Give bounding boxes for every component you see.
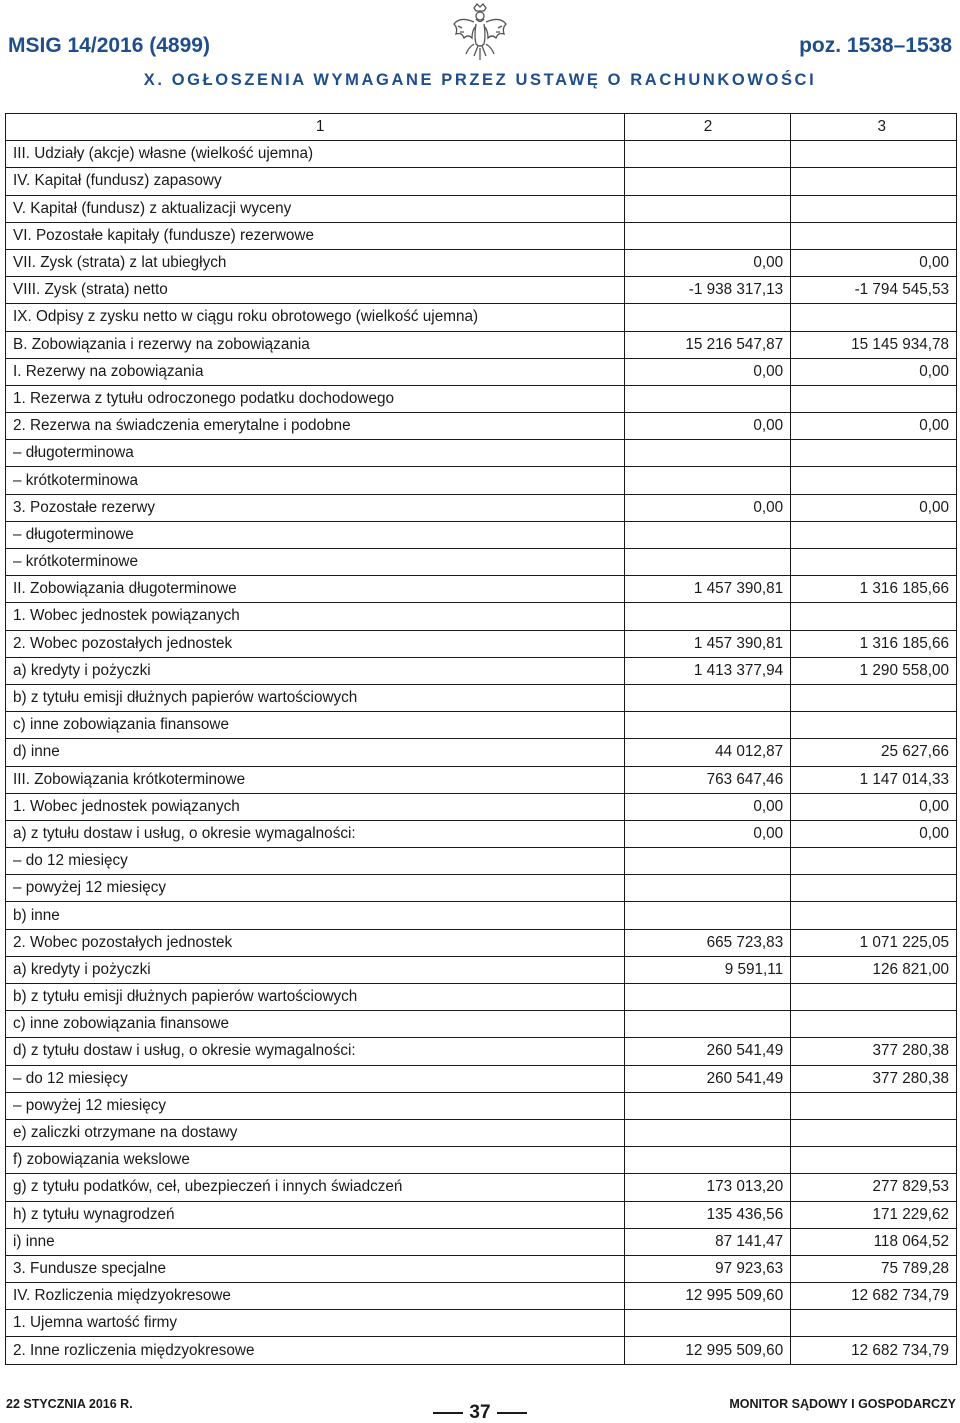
value-col-3 — [791, 848, 957, 875]
value-col-2 — [625, 603, 791, 630]
footer-date: 22 STYCZNIA 2016 R. — [6, 1397, 133, 1411]
value-col-3 — [791, 521, 957, 548]
row-label: – krótkoterminowa — [6, 467, 625, 494]
value-col-2: 260 541,49 — [625, 1038, 791, 1065]
table-row — [6, 603, 957, 630]
page-number-value: 37 — [469, 1402, 491, 1423]
table-row — [6, 739, 957, 766]
row-label: – do 12 miesięcy — [6, 1065, 625, 1092]
value-col-2 — [625, 1119, 791, 1146]
value-col-3: 171 229,62 — [791, 1201, 957, 1228]
table-row — [6, 467, 957, 494]
value-col-3 — [791, 603, 957, 630]
value-col-2: 12 995 509,60 — [625, 1337, 791, 1364]
value-col-2 — [625, 1147, 791, 1174]
value-col-2 — [625, 385, 791, 412]
value-col-2: 87 141,47 — [625, 1228, 791, 1255]
table-row — [6, 1228, 957, 1255]
row-label: – do 12 miesięcy — [6, 848, 625, 875]
value-col-3 — [791, 141, 957, 168]
table-row — [6, 1092, 957, 1119]
row-label: – długoterminowe — [6, 521, 625, 548]
polish-eagle-icon — [450, 2, 510, 64]
row-label: h) z tytułu wynagrodzeń — [6, 1201, 625, 1228]
value-col-2: 0,00 — [625, 820, 791, 847]
value-col-3 — [791, 712, 957, 739]
value-col-3: 1 316 185,66 — [791, 576, 957, 603]
value-col-3 — [791, 222, 957, 249]
row-label: VI. Pozostałe kapitały (fundusze) rezerwowe — [6, 222, 625, 249]
value-col-2: 0,00 — [625, 793, 791, 820]
row-label: V. Kapitał (fundusz) z aktualizacji wyceny — [6, 195, 625, 222]
row-label: b) z tytułu emisji dłużnych papierów wartościowych — [6, 684, 625, 711]
row-label: IX. Odpisy z zysku netto w ciągu roku obrotowego (wielkość ujemna) — [6, 304, 625, 331]
table-row — [6, 277, 957, 304]
value-col-3 — [791, 984, 957, 1011]
value-col-3: 0,00 — [791, 793, 957, 820]
row-label: – długoterminowa — [6, 440, 625, 467]
value-col-3: 0,00 — [791, 820, 957, 847]
row-label: 1. Ujemna wartość firmy — [6, 1310, 625, 1337]
value-col-2: 9 591,11 — [625, 956, 791, 983]
row-label: a) z tytułu dostaw i usług, o okresie wymagalności: — [6, 820, 625, 847]
value-col-3: 0,00 — [791, 358, 957, 385]
value-col-3 — [791, 875, 957, 902]
table-row — [6, 766, 957, 793]
table-header-row — [6, 114, 957, 141]
column-header-3: 3 — [791, 114, 957, 141]
row-label: II. Zobowiązania długoterminowe — [6, 576, 625, 603]
value-col-3 — [791, 195, 957, 222]
value-col-2: 97 923,63 — [625, 1255, 791, 1282]
value-col-2: 0,00 — [625, 494, 791, 521]
table-row — [6, 1011, 957, 1038]
table-row — [6, 385, 957, 412]
row-label: IV. Kapitał (fundusz) zapasowy — [6, 168, 625, 195]
table-row — [6, 902, 957, 929]
table-row — [6, 1119, 957, 1146]
table-row — [6, 358, 957, 385]
table-row — [6, 984, 957, 1011]
row-label: 3. Fundusze specjalne — [6, 1255, 625, 1282]
row-label: a) kredyty i pożyczki — [6, 657, 625, 684]
row-label: – powyżej 12 miesięcy — [6, 875, 625, 902]
table-row — [6, 712, 957, 739]
table-row — [6, 684, 957, 711]
value-col-2 — [625, 1310, 791, 1337]
table-row — [6, 1310, 957, 1337]
value-col-2: 0,00 — [625, 249, 791, 276]
value-col-3: 1 290 558,00 — [791, 657, 957, 684]
table-row — [6, 1283, 957, 1310]
value-col-2: 44 012,87 — [625, 739, 791, 766]
value-col-3 — [791, 1119, 957, 1146]
value-col-2: 0,00 — [625, 358, 791, 385]
value-col-3: 25 627,66 — [791, 739, 957, 766]
table-row — [6, 630, 957, 657]
value-col-3: 15 145 934,78 — [791, 331, 957, 358]
row-label: – powyżej 12 miesięcy — [6, 1092, 625, 1119]
row-label: 2. Rezerwa na świadczenia emerytalne i podobne — [6, 413, 625, 440]
value-col-2 — [625, 1092, 791, 1119]
table-row — [6, 576, 957, 603]
value-col-3 — [791, 1011, 957, 1038]
table-row — [6, 1065, 957, 1092]
table-row — [6, 249, 957, 276]
value-col-2: 0,00 — [625, 413, 791, 440]
value-col-3: 1 071 225,05 — [791, 929, 957, 956]
value-col-2: 12 995 509,60 — [625, 1283, 791, 1310]
table-row — [6, 168, 957, 195]
value-col-3: 1 147 014,33 — [791, 766, 957, 793]
value-col-3 — [791, 684, 957, 711]
table-row — [6, 820, 957, 847]
value-col-3: 377 280,38 — [791, 1038, 957, 1065]
row-label: a) kredyty i pożyczki — [6, 956, 625, 983]
position-label: poz. 1538–1538 — [799, 34, 952, 57]
value-col-3 — [791, 549, 957, 576]
row-label: 2. Wobec pozostałych jednostek — [6, 929, 625, 956]
table-row — [6, 1038, 957, 1065]
table-row — [6, 195, 957, 222]
value-col-3 — [791, 902, 957, 929]
row-label: B. Zobowiązania i rezerwy na zobowiązania — [6, 331, 625, 358]
row-label: 3. Pozostałe rezerwy — [6, 494, 625, 521]
row-label: VIII. Zysk (strata) netto — [6, 277, 625, 304]
value-col-2: 763 647,46 — [625, 766, 791, 793]
column-header-1: 1 — [6, 114, 625, 141]
row-label: d) inne — [6, 739, 625, 766]
dash-right-icon — [497, 1412, 527, 1414]
value-col-2: 1 457 390,81 — [625, 576, 791, 603]
footer-publisher: MONITOR SĄDOWY I GOSPODARCZY — [729, 1397, 956, 1411]
value-col-2: 135 436,56 — [625, 1201, 791, 1228]
value-col-3 — [791, 1092, 957, 1119]
table-row — [6, 1337, 957, 1364]
value-col-2 — [625, 168, 791, 195]
row-label: I. Rezerwy na zobowiązania — [6, 358, 625, 385]
row-label: b) z tytułu emisji dłużnych papierów wartościowych — [6, 984, 625, 1011]
value-col-2 — [625, 467, 791, 494]
value-col-2 — [625, 521, 791, 548]
value-col-3: 0,00 — [791, 494, 957, 521]
value-col-2 — [625, 848, 791, 875]
table-row — [6, 440, 957, 467]
row-label: III. Udziały (akcje) własne (wielkość ujemna) — [6, 141, 625, 168]
row-label: d) z tytułu dostaw i usług, o okresie wymagalności: — [6, 1038, 625, 1065]
table-row — [6, 1255, 957, 1282]
table-row — [6, 657, 957, 684]
value-col-2 — [625, 549, 791, 576]
column-header-2: 2 — [625, 114, 791, 141]
value-col-2 — [625, 141, 791, 168]
table-row — [6, 413, 957, 440]
table-row — [6, 875, 957, 902]
row-label: 1. Rezerwa z tytułu odroczonego podatku dochodowego — [6, 385, 625, 412]
value-col-3 — [791, 1310, 957, 1337]
table-row — [6, 494, 957, 521]
value-col-3: -1 794 545,53 — [791, 277, 957, 304]
value-col-3: 118 064,52 — [791, 1228, 957, 1255]
table-row — [6, 141, 957, 168]
row-label: c) inne zobowiązania finansowe — [6, 712, 625, 739]
value-col-3: 75 789,28 — [791, 1255, 957, 1282]
value-col-3: 12 682 734,79 — [791, 1337, 957, 1364]
row-label: 1. Wobec jednostek powiązanych — [6, 793, 625, 820]
table-row — [6, 1201, 957, 1228]
row-label: 2. Inne rozliczenia międzyokresowe — [6, 1337, 625, 1364]
value-col-3: 12 682 734,79 — [791, 1283, 957, 1310]
value-col-3: 0,00 — [791, 413, 957, 440]
value-col-2 — [625, 902, 791, 929]
value-col-2 — [625, 440, 791, 467]
value-col-2 — [625, 984, 791, 1011]
value-col-3: 0,00 — [791, 249, 957, 276]
value-col-2: 260 541,49 — [625, 1065, 791, 1092]
table-row — [6, 793, 957, 820]
row-label: IV. Rozliczenia międzyokresowe — [6, 1283, 625, 1310]
value-col-3 — [791, 467, 957, 494]
value-col-3: 1 316 185,66 — [791, 630, 957, 657]
row-label: 1. Wobec jednostek powiązanych — [6, 603, 625, 630]
row-label: i) inne — [6, 1228, 625, 1255]
value-col-2: 15 216 547,87 — [625, 331, 791, 358]
issue-label: MSIG 14/2016 (4899) — [8, 34, 210, 57]
value-col-2 — [625, 712, 791, 739]
value-col-2: 665 723,83 — [625, 929, 791, 956]
value-col-2 — [625, 684, 791, 711]
table-row — [6, 549, 957, 576]
table-row — [6, 521, 957, 548]
value-col-3 — [791, 440, 957, 467]
table-row — [6, 956, 957, 983]
value-col-3 — [791, 168, 957, 195]
value-col-2 — [625, 875, 791, 902]
section-title: X. OGŁOSZENIA WYMAGANE PRZEZ USTAWĘ O RACHUNKOWOŚCI — [143, 71, 817, 89]
value-col-3: 377 280,38 — [791, 1065, 957, 1092]
row-label: 2. Wobec pozostałych jednostek — [6, 630, 625, 657]
value-col-2: -1 938 317,13 — [625, 277, 791, 304]
value-col-2: 1 413 377,94 — [625, 657, 791, 684]
value-col-3 — [791, 304, 957, 331]
value-col-2 — [625, 1011, 791, 1038]
row-label: III. Zobowiązania krótkoterminowe — [6, 766, 625, 793]
row-label: – krótkoterminowe — [6, 549, 625, 576]
value-col-3: 277 829,53 — [791, 1174, 957, 1201]
value-col-3: 126 821,00 — [791, 956, 957, 983]
value-col-2 — [625, 304, 791, 331]
row-label: VII. Zysk (strata) z lat ubiegłych — [6, 249, 625, 276]
value-col-3 — [791, 1147, 957, 1174]
row-label: e) zaliczki otrzymane na dostawy — [6, 1119, 625, 1146]
table-row — [6, 1174, 957, 1201]
table-row — [6, 929, 957, 956]
value-col-2: 173 013,20 — [625, 1174, 791, 1201]
table-row — [6, 848, 957, 875]
table-row — [6, 331, 957, 358]
balance-sheet-table — [5, 113, 957, 1365]
value-col-2: 1 457 390,81 — [625, 630, 791, 657]
dash-left-icon — [433, 1412, 463, 1414]
table-row — [6, 304, 957, 331]
row-label: g) z tytułu podatków, ceł, ubezpieczeń i innych świadczeń — [6, 1174, 625, 1201]
row-label: b) inne — [6, 902, 625, 929]
table-row — [6, 222, 957, 249]
value-col-2 — [625, 222, 791, 249]
row-label: f) zobowiązania wekslowe — [6, 1147, 625, 1174]
row-label: c) inne zobowiązania finansowe — [6, 1011, 625, 1038]
value-col-2 — [625, 195, 791, 222]
value-col-3 — [791, 385, 957, 412]
table-row — [6, 1147, 957, 1174]
